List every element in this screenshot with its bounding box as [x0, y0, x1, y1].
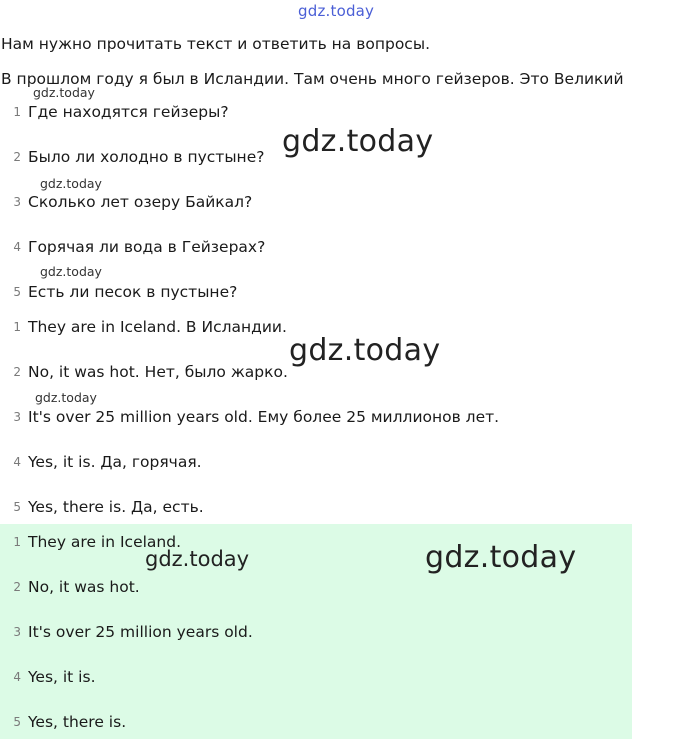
watermark: gdz.today — [145, 547, 250, 571]
watermark: gdz.today — [40, 264, 102, 279]
watermark: gdz.today — [425, 540, 577, 575]
question-number: 2 — [13, 150, 21, 164]
english-answer-row — [0, 665, 96, 689]
question-number: 4 — [13, 240, 21, 254]
english-answer-row — [0, 575, 140, 599]
answer-number: 2 — [13, 365, 21, 379]
answer-number: 5 — [13, 715, 21, 729]
answer-number: 4 — [13, 670, 21, 684]
question-number: 3 — [13, 195, 21, 209]
english-answer-row — [0, 620, 253, 644]
answer-text: They are in Iceland. — [28, 533, 182, 551]
watermark: gdz.today — [40, 176, 102, 191]
answer-row — [0, 495, 204, 519]
answer-text: They are in Iceland. В Исландии. — [28, 318, 287, 336]
answer-number: 3 — [13, 625, 21, 639]
watermark: gdz.today — [35, 390, 97, 405]
question-number: 5 — [13, 285, 21, 299]
question-text: Сколько лет озеру Байкал? — [28, 193, 253, 211]
answer-text: Yes, it is. Да, горячая. — [28, 453, 202, 471]
answer-number: 5 — [13, 500, 21, 514]
header-watermark: gdz.today — [298, 2, 375, 20]
question-row — [0, 235, 265, 259]
answer-row — [0, 450, 202, 474]
english-answer-row — [0, 710, 126, 734]
question-row — [0, 280, 237, 304]
watermark: gdz.today — [282, 124, 434, 159]
question-row — [0, 145, 264, 169]
answer-number: 1 — [13, 535, 21, 549]
question-row — [0, 100, 229, 124]
question-number: 1 — [13, 105, 21, 119]
answer-row — [0, 405, 499, 429]
answer-number: 1 — [13, 320, 21, 334]
answer-number: 3 — [13, 410, 21, 424]
answer-text: It's over 25 million years old. — [28, 623, 253, 641]
watermark: gdz.today — [289, 333, 441, 368]
intro-line-1: Нам нужно прочитать текст и ответить на вопросы. — [1, 35, 430, 53]
answer-number: 4 — [13, 455, 21, 469]
answer-row — [0, 360, 288, 384]
answer-text: Yes, there is. — [28, 713, 127, 731]
answer-text: It's over 25 million years old. Ему более 25 миллионов лет. — [28, 408, 500, 426]
answer-text: No, it was hot. Нет, было жарко. — [28, 363, 288, 381]
intro-line-2: В прошлом году я был в Исландии. Там очень много гейзеров. Это Великий — [1, 70, 624, 88]
answer-number: 2 — [13, 580, 21, 594]
answer-text: No, it was hot. — [28, 578, 140, 596]
question-row — [0, 190, 252, 214]
question-text: Есть ли песок в пустыне? — [28, 283, 238, 301]
question-text: Горячая ли вода в Гейзерах? — [28, 238, 266, 256]
answer-row — [0, 315, 287, 339]
question-text: Было ли холодно в пустыне? — [28, 148, 265, 166]
watermark: gdz.today — [33, 85, 95, 100]
answer-text: Yes, there is. Да, есть. — [28, 498, 204, 516]
question-text: Где находятся гейзеры? — [28, 103, 229, 121]
answer-text: Yes, it is. — [28, 668, 96, 686]
